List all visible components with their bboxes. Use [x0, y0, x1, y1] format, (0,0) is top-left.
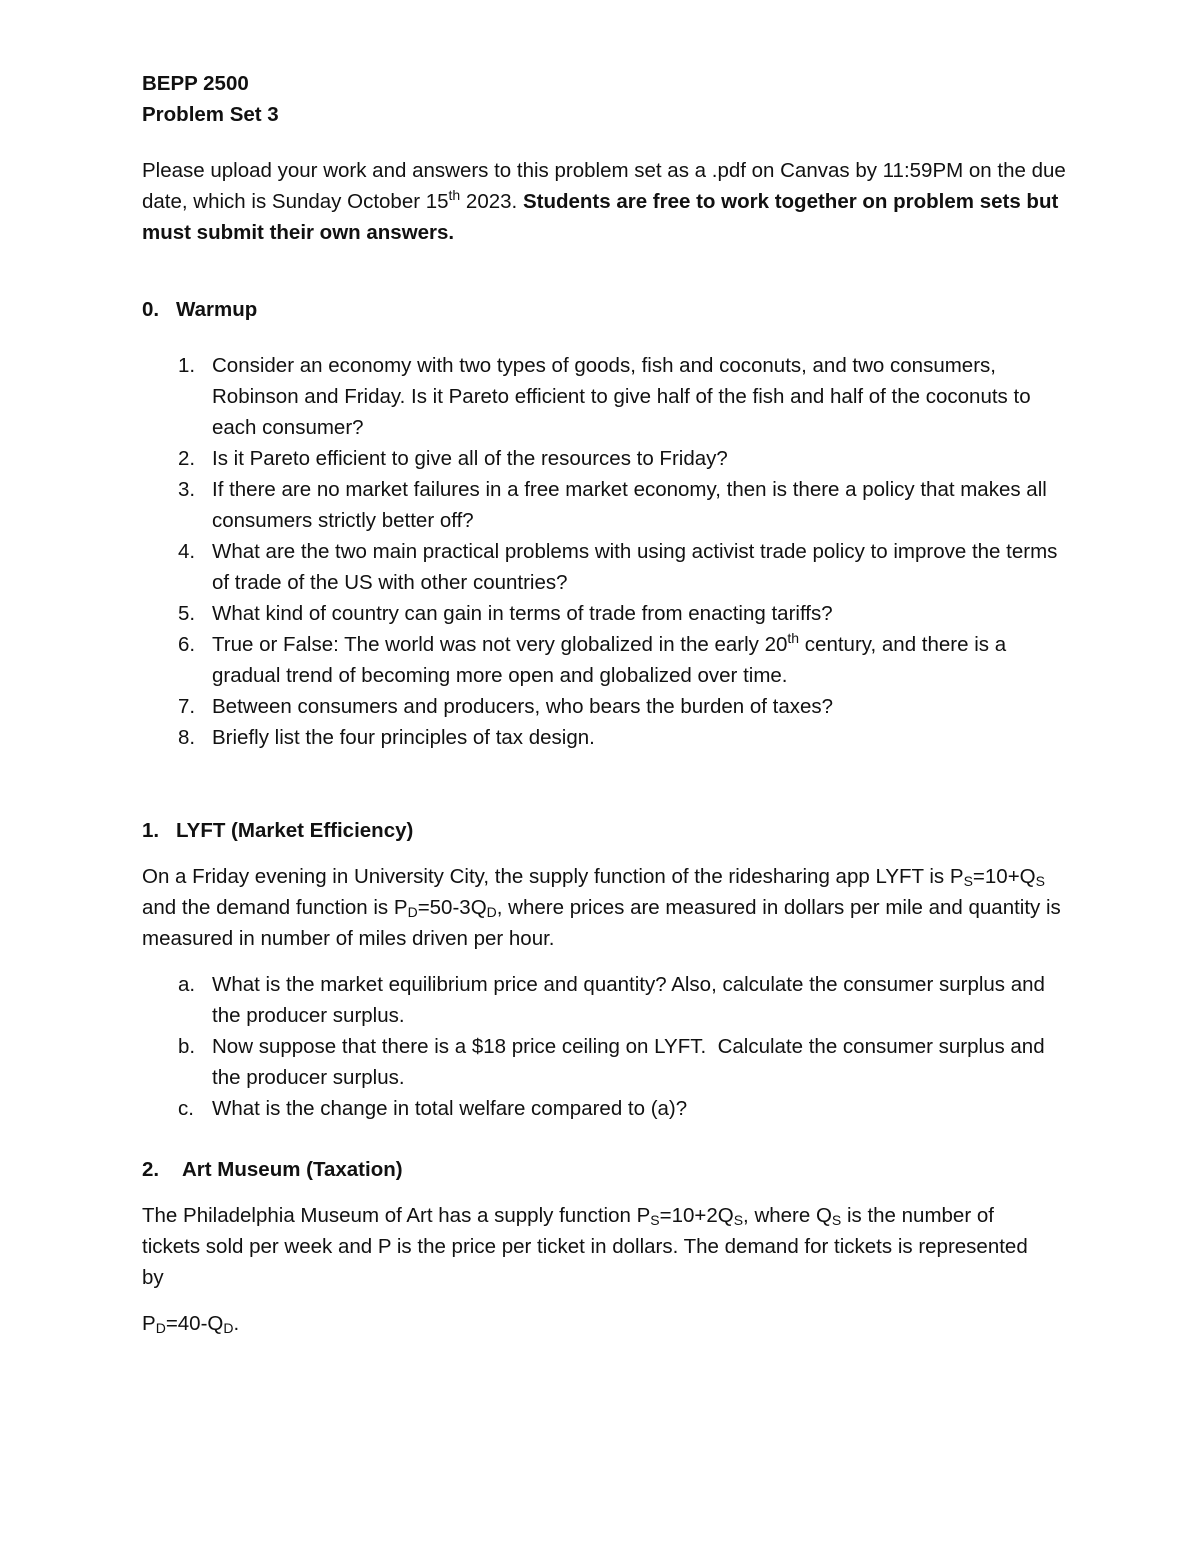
superscript: th — [448, 187, 461, 203]
item-number: 5. — [178, 602, 196, 625]
symbol: P — [636, 1204, 651, 1227]
lyft-question-list — [142, 969, 1067, 1124]
symbol: P — [142, 1312, 156, 1335]
item-number: 7. — [178, 695, 196, 718]
section-warmup-heading — [142, 294, 1067, 325]
section-number: 0. — [142, 298, 160, 321]
list-item — [142, 1031, 1067, 1093]
symbol: Q — [207, 1312, 224, 1335]
paragraph-text: On a Friday evening in University City, the supply function of the ridesharing app LYFT is — [142, 865, 945, 888]
list-item — [142, 629, 1067, 691]
item-text: Briefly list the four principles of tax design. — [212, 726, 595, 749]
symbol: Q — [815, 1204, 832, 1227]
subscript: S — [1035, 873, 1045, 889]
section-museum-heading — [142, 1154, 1067, 1185]
list-item — [142, 443, 1067, 474]
subscript: D — [486, 904, 497, 920]
subscript: S — [831, 1212, 842, 1228]
item-letter: c. — [178, 1097, 194, 1120]
item-number: 3. — [178, 478, 196, 501]
equation-part: =50-3 — [417, 896, 471, 919]
section-number: 2. — [142, 1158, 160, 1181]
equation-part: =40- — [165, 1312, 208, 1335]
lyft-intro-paragraph — [142, 861, 1067, 954]
museum-demand-equation — [142, 1308, 1067, 1339]
equation-part: =10+ — [972, 865, 1020, 888]
item-letter: a. — [178, 973, 196, 996]
list-item — [142, 969, 1067, 1031]
subscript: S — [733, 1212, 744, 1228]
item-text: What is the change in total welfare compared to (a)? — [212, 1097, 688, 1120]
equation-part: =10+2 — [659, 1204, 718, 1227]
item-text: Now suppose that there is a $18 price ceiling on LYFT. Calculate the consumer surplus and the producer surplus. — [212, 1035, 1051, 1089]
section-lyft-heading — [142, 815, 1067, 846]
list-item — [142, 350, 1067, 443]
subscript: D — [223, 1320, 234, 1336]
subscript: S — [963, 873, 973, 889]
list-item — [142, 691, 1067, 722]
symbol: Q — [1019, 865, 1036, 888]
section-title: Warmup — [176, 298, 258, 321]
symbol: P — [949, 865, 964, 888]
list-item — [142, 598, 1067, 629]
item-text: If there are no market failures in a free market economy, then is there a policy that makes all consumers strictly better off? — [212, 478, 1047, 532]
item-number: 8. — [178, 726, 196, 749]
instructions-paragraph — [142, 155, 1067, 248]
problem-set-title: Problem Set 3 — [142, 103, 279, 126]
equation-part: . — [233, 1312, 240, 1335]
item-letter: b. — [178, 1035, 196, 1058]
paragraph-text: and the demand function is — [142, 896, 394, 919]
item-text: What kind of country can gain in terms of trade from enacting tariffs? — [212, 602, 833, 625]
instructions-text: Please upload your work and answers to this problem set as a .pdf on Canvas by 11:59PM on the due date, which is Sunday October 15 — [142, 159, 1066, 213]
item-text: Consider an economy with two types of goods, fish and coconuts, and two consumers, Robinson and Friday. Is it Pareto efficient to give half of the fish and half of the coconuts to each consumer? — [212, 354, 1031, 439]
paragraph-text: , where prices are measured in dollars per mile and quantity is measured in number of miles driven per hour. — [142, 896, 1061, 950]
list-item — [142, 474, 1067, 536]
item-number: 2. — [178, 447, 196, 470]
item-number: 1. — [178, 354, 196, 377]
symbol: P — [393, 896, 408, 919]
collaboration-note: Students are free to work together on problem sets but must submit their own answers. — [142, 190, 1059, 244]
museum-paragraph — [142, 1200, 1042, 1293]
paragraph-text: The Philadelphia Museum of Art has a supply function — [142, 1204, 637, 1227]
list-item — [142, 536, 1067, 598]
list-item — [142, 722, 1067, 753]
item-text: What are the two main practical problems with using activist trade policy to improve the terms of trade of the US with other countries? — [212, 540, 1058, 594]
section-number: 1. — [142, 819, 160, 842]
section-title: LYFT (Market Efficiency) — [176, 819, 414, 842]
paragraph-text: is the number of tickets sold per week and P is the price per ticket in dollars. The demand for tickets is represented by — [142, 1204, 1028, 1289]
course-code: BEPP 2500 — [142, 72, 249, 95]
paragraph-text: , where — [743, 1204, 816, 1227]
instructions-text-tail: 2023. — [460, 190, 523, 213]
item-number: 6. — [178, 633, 196, 656]
symbol: Q — [470, 896, 487, 919]
subscript: D — [155, 1320, 166, 1336]
item-text-part: True or False: The world was not very globalized in the early 20 — [212, 633, 788, 656]
item-text — [212, 629, 1067, 691]
item-text: What is the market equilibrium price and quantity? Also, calculate the consumer surplus and the producer surplus. — [212, 973, 1045, 1027]
subscript: S — [650, 1212, 660, 1228]
superscript: th — [787, 630, 800, 646]
item-text: Between consumers and producers, who bears the burden of taxes? — [212, 695, 834, 718]
symbol: Q — [717, 1204, 734, 1227]
warmup-question-list — [142, 350, 1067, 753]
section-title: Art Museum (Taxation) — [182, 1158, 403, 1181]
subscript: D — [407, 904, 418, 920]
item-text: Is it Pareto efficient to give all of the resources to Friday? — [212, 447, 728, 470]
document-page — [142, 68, 1067, 1339]
item-number: 4. — [178, 540, 196, 563]
item-text-part: century, and there is a gradual trend of becoming more open and globalized over time. — [212, 633, 1007, 687]
list-item — [142, 1093, 1067, 1124]
